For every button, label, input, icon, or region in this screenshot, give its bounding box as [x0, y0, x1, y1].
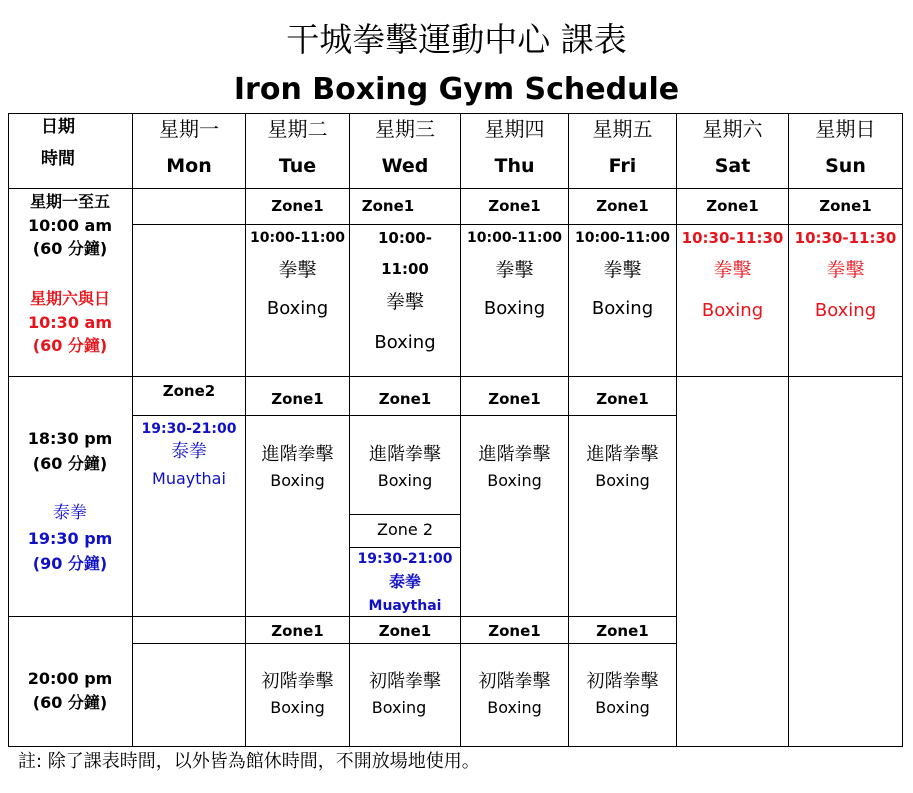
morning-class-en-fri: Boxing	[591, 298, 654, 319]
night-zone-fri: Zone1	[596, 622, 649, 640]
header-day-zh: 星期五	[592, 117, 653, 141]
page-title-chinese: 干城拳擊運動中心 課表	[286, 20, 627, 59]
morning-class-time-wed: 10:00-	[378, 229, 432, 247]
night-class-en-fri: Boxing	[595, 698, 650, 717]
night-zone-wed: Zone1	[378, 622, 432, 640]
evening-muaythai-label: 泰拳	[53, 503, 87, 523]
night-class-zh-wed: 初階拳擊	[369, 671, 441, 692]
morning-class-en-wed: Boxing	[374, 332, 436, 353]
evening-class-zh-wed: 進階拳擊	[369, 444, 441, 465]
header-day-zh: 星期一	[159, 117, 219, 141]
morning-weekend-duration: (60 分鐘)	[32, 336, 108, 355]
morning-zone-sun: Zone1	[819, 197, 872, 215]
evening-zone-mon: Zone2	[162, 382, 216, 400]
header-day-zh: 星期六	[702, 117, 763, 141]
header-day-en: Fri	[608, 155, 637, 177]
footnote: 註: 除了課表時間，以外皆為館休時間，不開放場地使用。	[18, 751, 480, 772]
evening-muaythai-time-mon: 19:30-21:00	[141, 421, 237, 437]
evening-muaythai-time: 19:30 pm	[27, 529, 113, 548]
evening-zone-fri: Zone1	[596, 390, 649, 408]
row-divider-evening	[8, 616, 677, 617]
night-zone-thu: Zone1	[488, 622, 541, 640]
morning-class-zh-sun: 拳擊	[826, 259, 865, 281]
morning-class-zh-sat: 拳擊	[713, 259, 752, 281]
row-divider-morning	[8, 376, 903, 377]
row-divider-wed-zone2	[349, 514, 461, 515]
morning-class-zh-wed: 拳擊	[385, 291, 424, 313]
evening-class-en-thu: Boxing	[487, 471, 542, 490]
morning-weekday-label: 星期一至五	[29, 192, 110, 211]
header-day-en: Wed	[381, 155, 429, 177]
header-day-en: Mon	[166, 155, 212, 177]
evening-time: 18:30 pm	[27, 429, 113, 448]
header-day-zh: 星期三	[375, 117, 435, 141]
night-class-en-thu: Boxing	[487, 698, 542, 717]
morning-class-time-tue: 10:00-11:00	[250, 230, 345, 246]
morning-class-en-sun: Boxing	[814, 300, 877, 321]
row-divider-evening-zone	[133, 415, 677, 416]
morning-weekday-time: 10:00 am	[28, 216, 112, 235]
evening-zone-tue: Zone1	[271, 390, 324, 408]
header-corner-date: 日期	[41, 117, 75, 137]
night-class-en-tue: Boxing	[270, 698, 325, 717]
morning-class-zh-thu: 拳擊	[495, 259, 534, 281]
header-day-en: Thu	[494, 155, 535, 177]
evening-class-en-wed: Boxing	[377, 471, 433, 490]
morning-class-time-sat: 10:30-11:30	[681, 229, 784, 247]
table-border-right	[902, 113, 903, 747]
night-zone-tue: Zone1	[271, 622, 324, 640]
night-class-zh-fri: 初階拳擊	[586, 671, 659, 692]
morning-class-zh-tue: 拳擊	[278, 259, 317, 281]
morning-zone-wed: Zone1	[361, 197, 415, 215]
header-day-en: Sat	[714, 155, 751, 177]
evening-muaythai-duration: (90 分鐘)	[32, 554, 108, 573]
evening-zone-wed: Zone1	[378, 390, 432, 408]
evening-class-zh-tue: 進階拳擊	[261, 444, 334, 465]
morning-class-en-thu: Boxing	[483, 298, 546, 319]
header-day-en: Tue	[278, 155, 317, 177]
morning-class-time-wed-end: 11:00	[381, 260, 429, 278]
morning-weekday-duration: (60 分鐘)	[32, 239, 108, 258]
evening-muaythai-time-wed: 19:30-21:00	[357, 551, 453, 567]
evening-class-en-fri: Boxing	[595, 471, 650, 490]
page-title-english: Iron Boxing Gym Schedule	[233, 72, 680, 107]
evening-zone-thu: Zone1	[488, 390, 541, 408]
row-divider-header	[8, 188, 903, 189]
evening-class-zh-fri: 進階拳擊	[586, 444, 659, 465]
row-divider-wed-muaythai	[349, 547, 461, 548]
morning-zone-thu: Zone1	[488, 197, 541, 215]
evening-muaythai-zh-mon: 泰拳	[171, 441, 207, 462]
evening-muaythai-en-mon: Muaythai	[152, 469, 226, 488]
table-border-bottom	[8, 746, 903, 747]
header-day-zh: 星期二	[267, 117, 328, 141]
morning-class-zh-fri: 拳擊	[603, 259, 642, 281]
morning-zone-sat: Zone1	[706, 197, 759, 215]
night-time: 20:00 pm	[27, 669, 113, 688]
morning-zone-fri: Zone1	[596, 197, 649, 215]
morning-zone-tue: Zone1	[271, 197, 324, 215]
night-duration: (60 分鐘)	[32, 693, 108, 712]
evening-class-en-tue: Boxing	[270, 471, 325, 490]
morning-weekend-time: 10:30 am	[28, 313, 112, 332]
morning-class-en-tue: Boxing	[266, 298, 329, 319]
header-day-zh: 星期四	[484, 117, 545, 141]
morning-class-en-sat: Boxing	[701, 300, 764, 321]
header-corner-time: 時間	[41, 149, 75, 169]
night-class-zh-thu: 初階拳擊	[478, 671, 551, 692]
evening-muaythai-en-wed: Muaythai	[368, 598, 442, 614]
night-class-zh-tue: 初階拳擊	[261, 671, 334, 692]
morning-class-time-sun: 10:30-11:30	[794, 229, 897, 247]
evening-zone2-wed: Zone 2	[377, 520, 433, 539]
morning-class-time-thu: 10:00-11:00	[467, 230, 562, 246]
night-class-en-wed: Boxing	[371, 698, 427, 717]
evening-duration: (60 分鐘)	[32, 454, 108, 473]
morning-weekend-label: 星期六與日	[29, 289, 110, 308]
table-border-top	[8, 113, 903, 114]
row-divider-night-zone	[133, 643, 677, 644]
header-day-zh: 星期日	[815, 117, 876, 141]
header-day-en: Sun	[825, 155, 866, 177]
morning-class-time-fri: 10:00-11:00	[575, 230, 670, 246]
evening-muaythai-zh-wed: 泰拳	[388, 572, 421, 591]
evening-class-zh-thu: 進階拳擊	[478, 444, 551, 465]
